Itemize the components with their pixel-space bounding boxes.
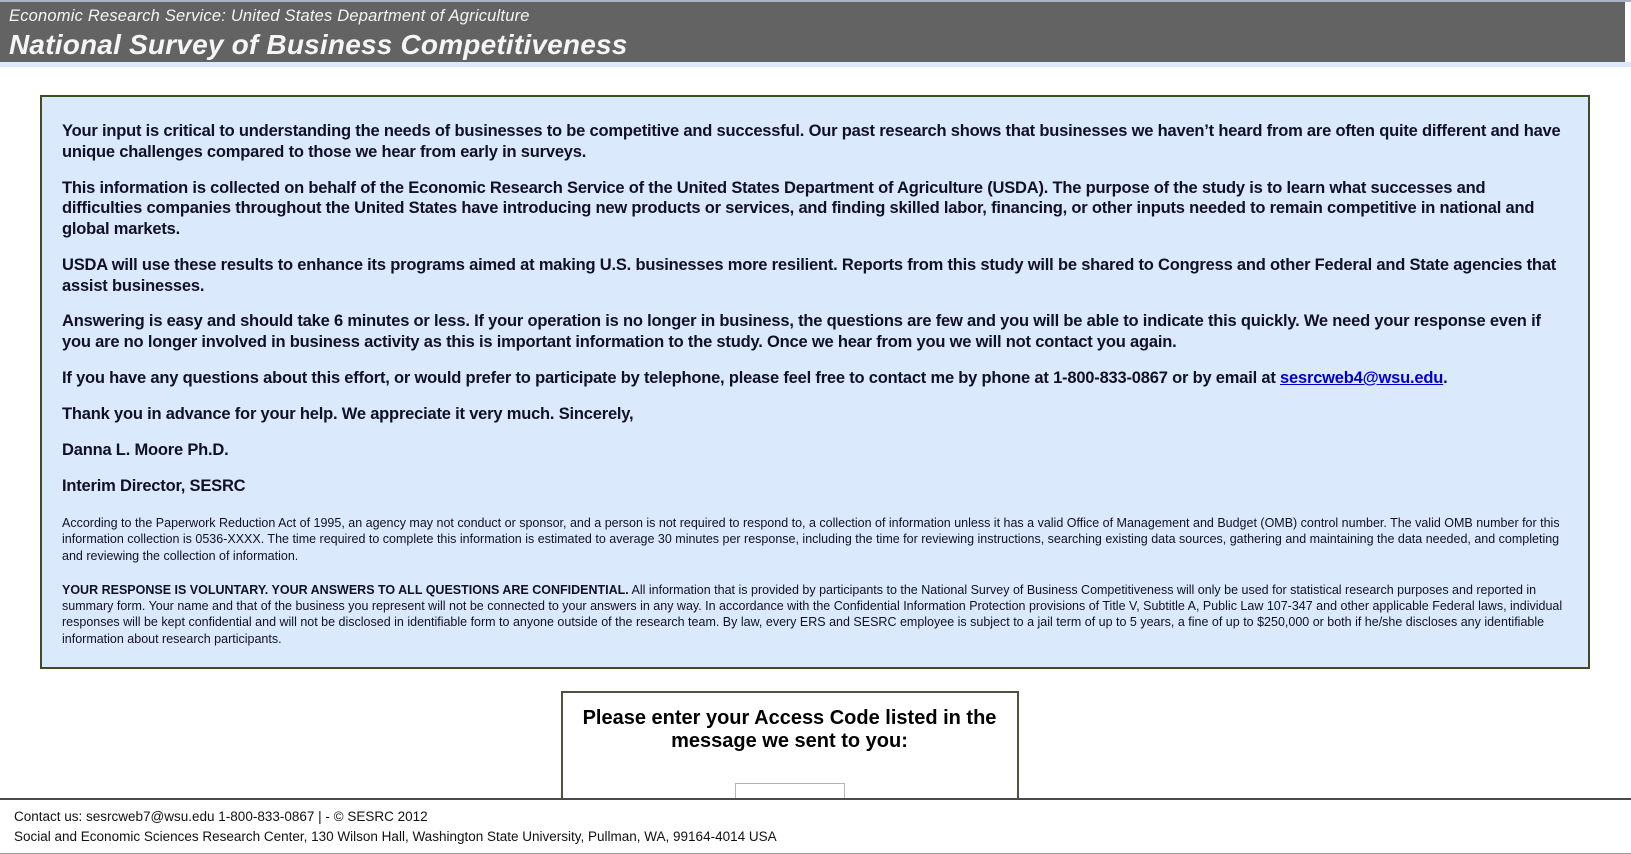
header-accent-strip [0, 62, 1631, 67]
contact-text-before: If you have any questions about this effort, or would prefer to participate by telephone, please feel free to contact me by phone at 1-800-833-0867 or by email at [62, 369, 1281, 388]
agency-name: Economic Research Service: United States Department of Agriculture [9, 7, 530, 25]
page-header [0, 2, 1625, 62]
confidentiality-body: All information that is provided by participants to the National Survey of Business Competitiveness will only be used for statistical research purposes and reported in summary form. Your name and that of the business you represent will not be connected to your answers in any way. In accordance with the Confidential Information Protection provisions of Title V, Subtitle A, Public Law 107-347 and other applicable Federal laws, individual responses will be kept confidential and will not be disclosed in identifiable form to anyone outside of the research team. By law, every ERS and SESRC employee is subject to a jail term of up to 5 years, a fine of up to $250,000 or both if he/she discloses any identifiable information about research participants. [62, 582, 1563, 646]
thanks-line: Thank you in advance for your help. We appreciate it very much. Sincerely, [62, 404, 634, 423]
intro-paragraph-4: Answering is easy and should take 6 minutes or less. If your operation is no longer in business, the questions are few and you will be able to indicate this quickly. We need your response even if you are no longer involved in business activity as this is important information to the study. Once we hear from you we will not contact you again. [62, 312, 1541, 352]
page-footer [0, 798, 1631, 854]
email-link[interactable]: sesrcweb4@wsu.edu [1280, 369, 1444, 388]
confidentiality-notice [62, 582, 1568, 653]
intro-paragraph-2: This information is collected on behalf of the Economic Research Service of the United States Department of Agriculture (USDA). The purpose of the study is to learn what successes and difficulties companies throughout the United States have introducing new products or services, and finding skilled labor, financing, or other inputs needed to remain competitive in national and global markets. [62, 178, 1535, 239]
intro-panel [40, 95, 1590, 669]
signature-name: Danna L. Moore Ph.D. [62, 440, 229, 459]
confidentiality-lead: YOUR RESPONSE IS VOLUNTARY. YOUR ANSWERS TO ALL QUESTIONS ARE CONFIDENTIAL. [62, 582, 629, 597]
footer-address-line: Social and Economic Sciences Research Center, 130 Wilson Hall, Washington State University, Pullman, WA, 99164-4014 USA [14, 828, 777, 844]
footer-contact-line: Contact us: sesrcweb7@wsu.edu 1-800-833-0867 | - © SESRC 2012 [14, 808, 428, 824]
contact-text-after: . [1443, 369, 1448, 388]
page-title: National Survey of Business Competitiveness [9, 29, 628, 60]
signature-title: Interim Director, SESRC [62, 477, 246, 496]
contact-paragraph [62, 368, 1568, 389]
intro-paragraph-1: Your input is critical to understanding the needs of businesses to be competitive and successful. Our past research shows that businesses we haven’t heard from are often quite different and have unique challenges compared to those we hear from early in surveys. [62, 122, 1561, 161]
main-content [0, 95, 1631, 852]
paperwork-reduction-notice: According to the Paperwork Reduction Act of 1995, an agency may not conduct or sponsor, and a person is not required to respond to, a collection of information unless it has a valid Office of Management and Budget (OMB) control number. The valid OMB number for this information collection is 0536-XXXX. The time required to complete this information is estimated to average 30 minutes per response, including the time for reviewing instructions, searching existing data sources, gathering and maintaining the data needed, and completing and reviewing the collection of information. [62, 516, 1560, 563]
intro-paragraph-3: USDA will use these results to enhance its programs aimed at making U.S. businesses more resilient. Reports from this study will be shared to Congress and other Federal and State agencies that assist businesses. [62, 255, 1557, 295]
access-code-prompt: Please enter your Access Code listed in the message we sent to you: [582, 706, 997, 752]
